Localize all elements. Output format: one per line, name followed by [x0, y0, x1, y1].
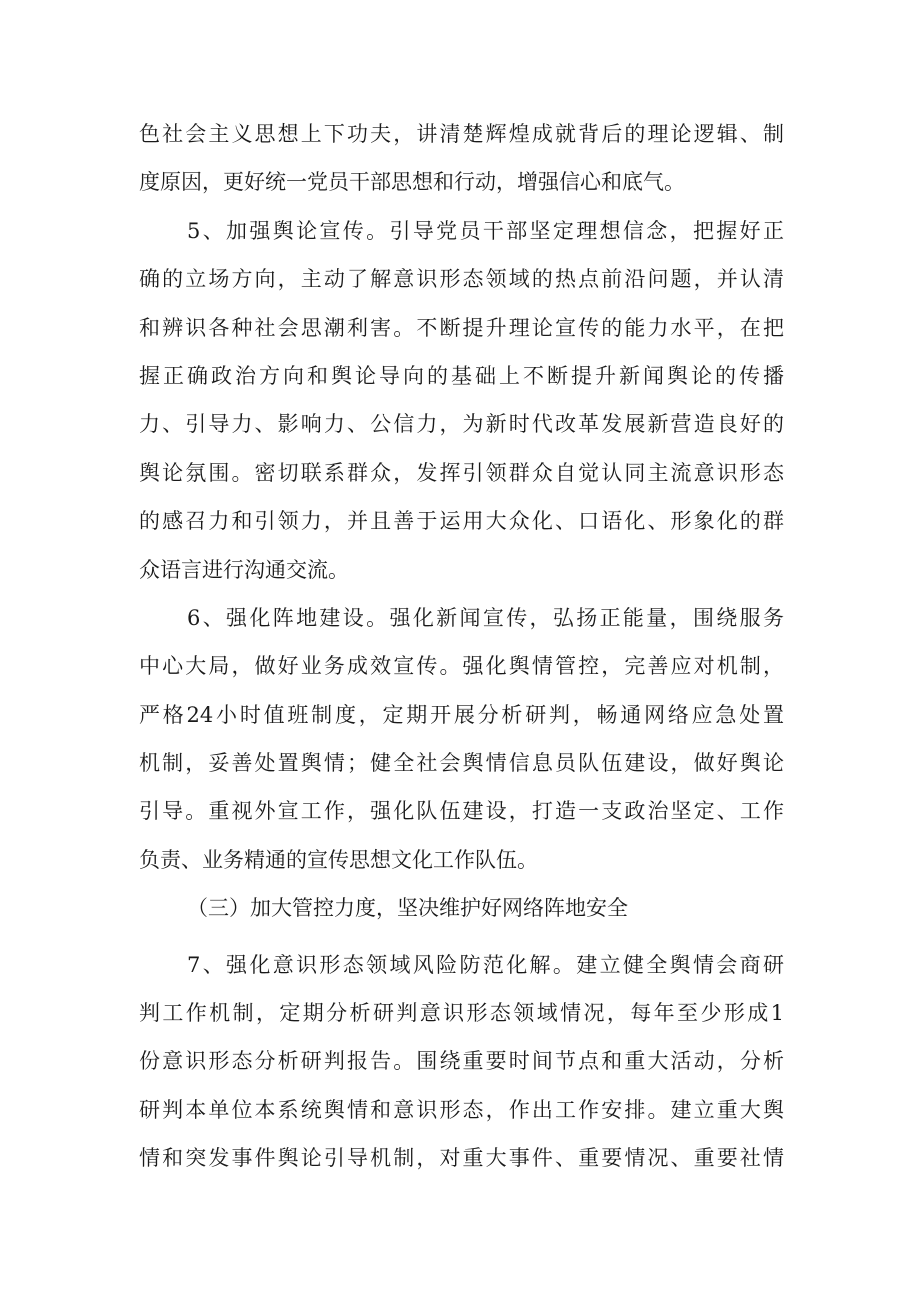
text-line: 力、引导力、影响力、公信力，为新时代改革发展新营造良好的	[139, 412, 784, 437]
text-line: 握正确政治方向和舆论导向的基础上不断提升新闻舆论的传播	[139, 363, 784, 388]
text-line: 引导。重视外宣工作，强化队伍建设，打造一支政治坚定、工作	[139, 799, 784, 824]
document-page	[139, 110, 784, 1183]
text-line: 确的立场方向，主动了解意识形态领域的热点前沿问题，并认清	[139, 267, 784, 292]
text-line: 判工作机制，定期分析研判意识形态领域情况，每年至少形成1	[139, 1001, 784, 1026]
paragraph-item-7	[139, 941, 784, 1183]
text-line: 6、强化阵地建设。强化新闻宣传，弘扬正能量，围绕服务	[187, 605, 784, 630]
text-line: 严格24小时值班制度，定期开展分析研判，畅通网络应急处置	[139, 702, 784, 727]
text-line: 的感召力和引领力，并且善于运用大众化、口语化、形象化的群	[139, 509, 784, 534]
text-line: 机制，妥善处置舆情；健全社会舆情信息员队伍建设，做好舆论	[139, 751, 784, 776]
text-line: 份意识形态分析研判报告。围绕重要时间节点和重大活动，分析	[139, 1049, 784, 1074]
text-line: 负责、业务精通的宣传思想文化工作队伍。	[139, 847, 538, 872]
heading-spacer	[139, 933, 784, 941]
text-line: 7、强化意识形态领域风险防范化解。建立健全舆情会商研	[187, 952, 784, 977]
text-line: 研判本单位本系统舆情和意识形态，作出工作安排。建立重大舆	[139, 1097, 784, 1122]
text-line: 舆论氛围。密切联系群众，发挥引领群众自觉认同主流意识形态	[139, 460, 784, 485]
text-line: 中心大局，做好业务成效宣传。强化舆情管控，完善应对机制，	[139, 654, 784, 679]
text-line: 情和突发事件舆论引导机制，对重大事件、重要情况、重要社情	[139, 1146, 784, 1171]
text-line: 和辨识各种社会思潮利害。不断提升理论宣传的能力水平，在把	[139, 315, 784, 340]
text-line: 色社会主义思想上下功夫，讲清楚辉煌成就背后的理论逻辑、制	[139, 122, 784, 146]
text-line: 5、加强舆论宣传。引导党员干部坚定理想信念，把握好正	[187, 218, 784, 243]
paragraph-continuation	[139, 110, 784, 207]
section-heading: （三）加大管控力度，坚决维护好网络阵地安全	[187, 896, 628, 921]
text-line: 众语言进行沟通交流。	[139, 557, 349, 582]
paragraph-item-5	[139, 207, 784, 594]
paragraph-item-6	[139, 594, 784, 884]
text-line: 度原因，更好统一党员干部思想和行动，增强信心和底气。	[139, 170, 685, 195]
